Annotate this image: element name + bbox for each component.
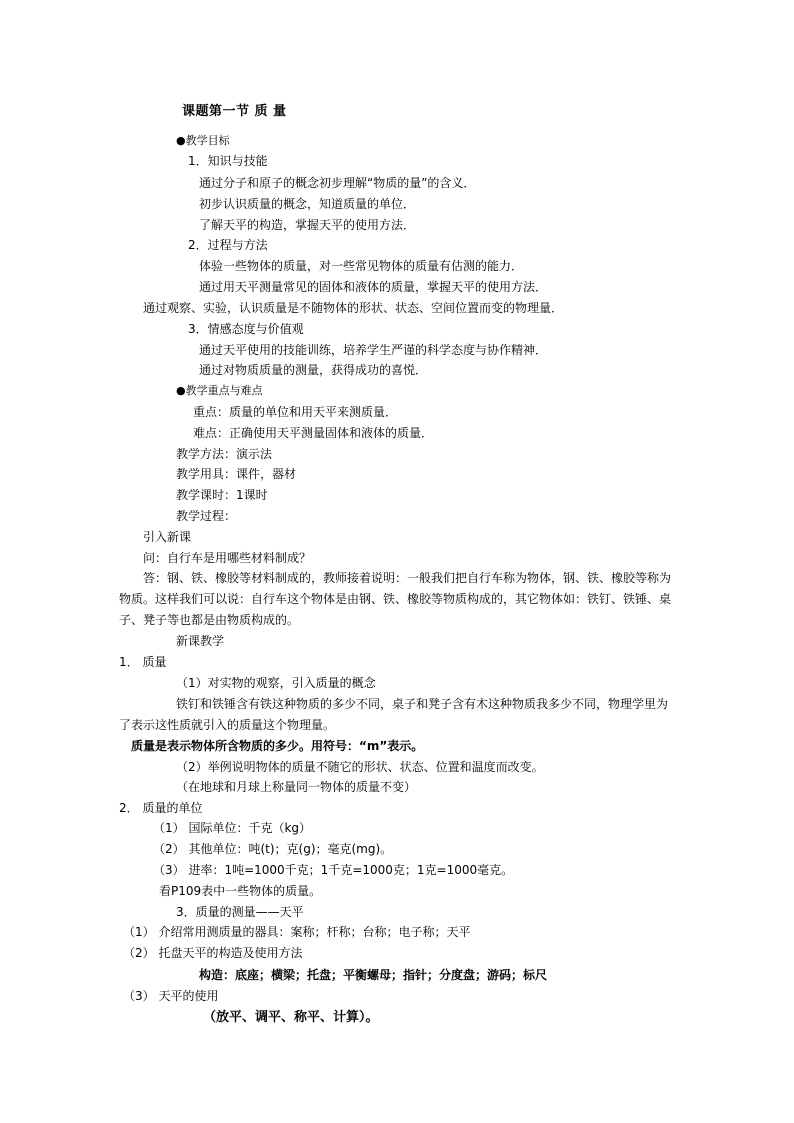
unit-item: （2） 其他单位：吨(t)；克(g)；毫克(mg)。 [153,842,393,856]
part-1-sub-1: （1）对实物的观察，引入质量的概念 [176,676,376,690]
objective-line: 初步认识质量的概念，知道质量的单位． [199,197,416,211]
measure-item: （3） 天平的使用 [123,989,219,1003]
part-3-heading: 3．质量的测量——天平 [176,905,304,919]
lesson-title: 课题第一节 质 量 [182,104,287,119]
answer-line: 子、凳子等也都是由物质构成的。 [119,613,300,627]
measure-item: （1） 介绍常用测质量的器具：案称；杆称；台称；电子称；天平 [123,925,471,939]
p109-reference: 看P109表中一些物体的质量。 [159,884,322,898]
unit-item: （1） 国际单位：千克（kg） [153,821,312,835]
question: 问：自行车是用哪些材料制成？ [143,551,312,565]
section-attitude-values: 3．情感态度与价值观 [188,322,304,336]
section-process-method: 2．过程与方法 [188,238,268,252]
intro-heading: 引入新课 [143,530,192,544]
answer-line: 答：钢、铁、橡胶等材料制成的，教师接着说明：一般我们把自行车称为物体，钢、铁、橡胶等称为 [143,571,672,585]
balance-usage-steps: （放平、调平、称平、计算）。 [203,1010,379,1025]
difficulty: 难点：正确使用天平测量固体和液体的质量． [193,426,434,440]
teaching-hours: 教学课时：1课时 [176,488,268,502]
objective-line: 通过分子和原子的概念初步理解“物质的量”的含义． [199,176,476,190]
body-line: 铁钉和铁锤含有铁这种物质的多少不同，桌子和凳子含有木这种物质我多少不同，物理学里为 [176,697,669,711]
key-point: 重点：质量的单位和用天平来测质量． [193,405,398,419]
objectives-header: ●教学目标 [176,134,230,147]
objective-line: 通过用天平测量常见的固体和液体的质量，掌握天平的使用方法． [199,280,548,294]
objective-line: 通过天平使用的技能训练，培养学生严谨的科学态度与协作精神． [199,343,548,357]
teaching-process: 教学过程： [176,509,237,523]
part-1-heading: 1． 质量 [119,655,167,669]
answer-line: 物质。这样我们可以说：自行车这个物体是由钢、铁、橡胶等物质构成的，其它物体如：铁钉、铁锤、桌 [119,592,672,606]
section-knowledge-skills: 1．知识与技能 [188,154,268,168]
part-1-sub-2: （2）举例说明物体的质量不随它的形状、状态、位置和温度而改变。 [176,760,544,774]
new-lesson-heading: 新课教学 [176,634,225,648]
key-points-header: ●教学重点与难点 [176,384,263,397]
teaching-method: 教学方法：演示法 [176,447,273,461]
balance-structure: 构造：底座；横梁；托盘；平衡螺母；指针；分度盘；游码；标尺 [199,968,548,982]
objective-line: 通过观察、实验，认识质量是不随物体的形状、状态、空间位置而变的物理量． [143,301,564,315]
mass-definition: 质量是表示物体所含物质的多少。用符号：“m”表示。 [131,739,424,753]
body-line: 了表示这性质就引入的质量这个物理量。 [119,718,336,732]
part-2-heading: 2． 质量的单位 [119,801,203,815]
objective-line: 通过对物质质量的测量，获得成功的喜悦． [199,363,428,377]
unit-item: （3） 进率：1吨=1000千克；1千克=1000克；1克=1000毫克。 [153,863,514,877]
measure-item: （2） 托盘天平的构造及使用方法 [123,946,303,960]
objective-line: 了解天平的构造，掌握天平的使用方法． [199,218,416,232]
objective-line: 体验一些物体的质量，对一些常见物体的质量有估测的能力． [199,259,524,273]
teaching-tools: 教学用具：课件，器材 [176,467,297,481]
part-1-note: （在地球和月球上称量同一物体的质量不变） [176,780,417,794]
